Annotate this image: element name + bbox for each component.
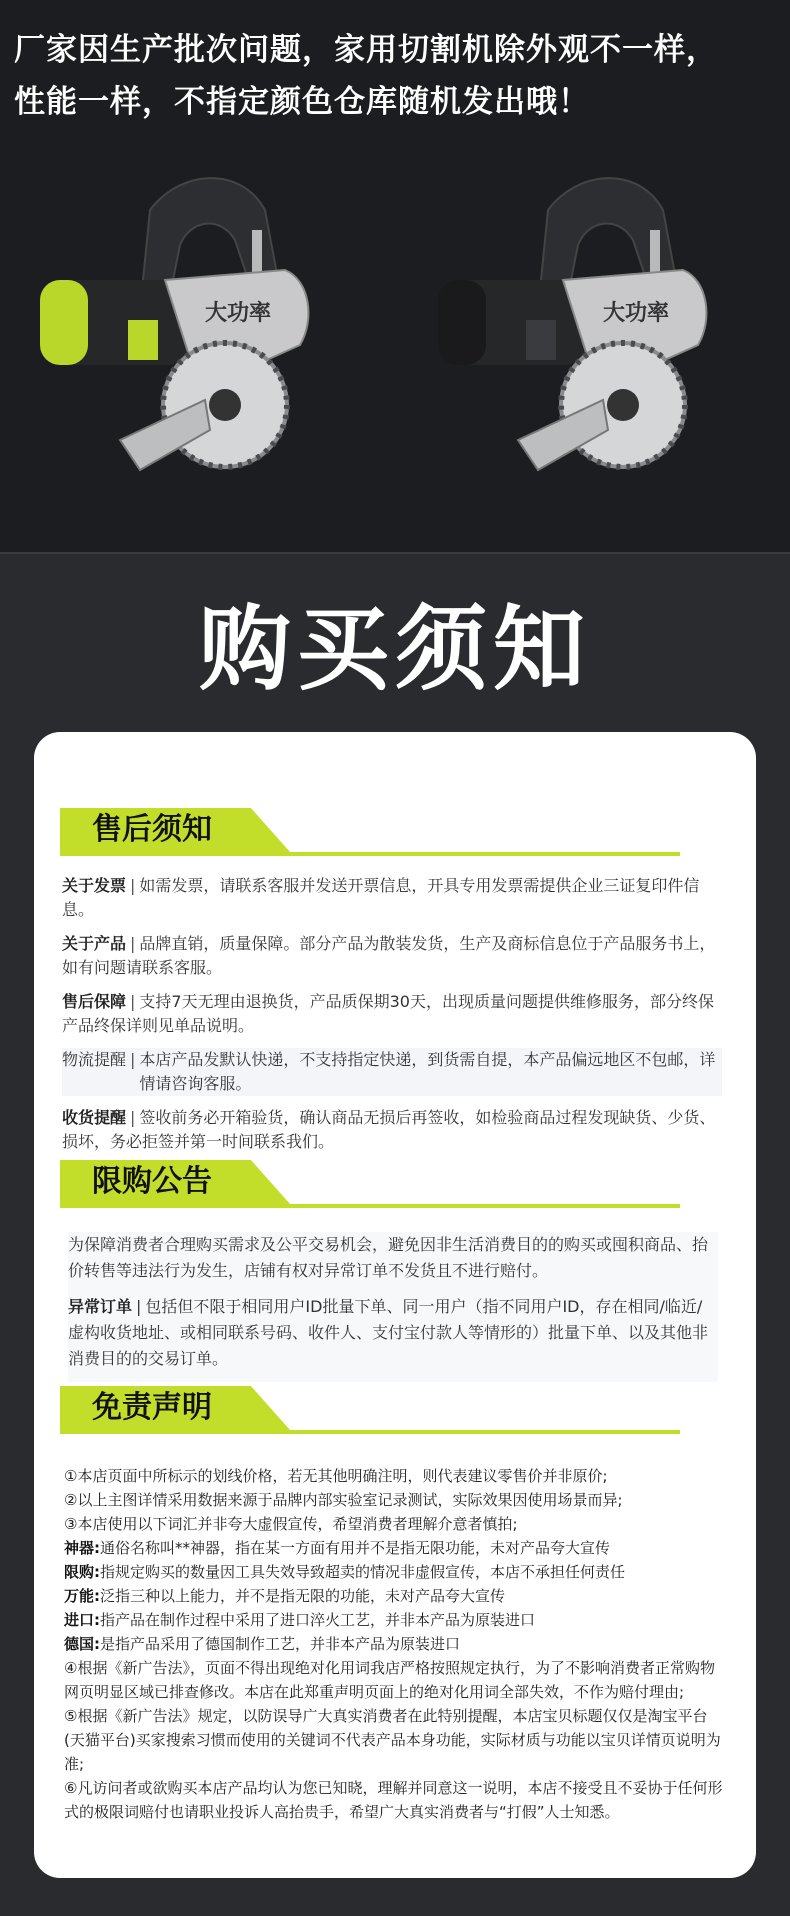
row-label: 收货提醒 <box>62 1108 127 1127</box>
row-text: 品牌直销，质量保障。部分产品为散装发货，生产及商标信息位于产品服务书上，如有问题请联系客服。 <box>62 934 716 977</box>
section-underline <box>60 852 680 856</box>
brand-mark-left: 大功率 <box>205 301 272 326</box>
row-text: 本店产品发默认快递，不支持指定快递，到货需自提，本产品偏远地区不包邮，详情请咨询客服。 <box>139 1050 716 1093</box>
after-sales-title: 售后须知 <box>92 812 212 847</box>
disclaimer-item: 德国:是指产品采用了德国制作工艺，并非本产品为原装进口 <box>64 1635 461 1653</box>
list-item: 关于产品 | 品牌直销，质量保障。部分产品为散装发货，生产及商标信息位于产品服务书上，如有问题请联系客服。 <box>62 934 716 977</box>
notice-line-2: 性能一样，不指定颜色仓库随机发出哦！ <box>14 84 590 120</box>
color-notice <box>14 24 784 128</box>
disclaimer-title: 免责声明 <box>92 1390 212 1425</box>
list-item: 关于发票 | 如需发票，请联系客服并发送开票信息，开具专用发票需提供企业三证复印件信息。 <box>62 876 700 919</box>
cutting-machine-black-image <box>428 170 758 510</box>
row-label: 物流提醒 <box>62 1050 127 1069</box>
row-text: 如需发票，请联系客服并发送开票信息，开具专用发票需提供企业三证复印件信息。 <box>62 876 700 919</box>
list-item: 收货提醒 | 签收前务必开箱验货，确认商品无损后再签收，如检验商品过程发现缺货、少货、损坏，务必拒签并第一时间联系我们。 <box>62 1108 716 1151</box>
disclaimer-item: ⑥凡访问者或欲购买本店产品均认为您已知晓，理解并同意这一说明，本店不接受且不妥协于任何形式的极限词赔付也请职业投诉人高抬贵手，希望广大真实消费者与“打假”人士知悉。 <box>64 1779 723 1821</box>
row-label: 关于产品 <box>62 934 127 953</box>
after-sales-header <box>60 808 680 858</box>
list-item: 售后保障 | 支持7天无理由退换货，产品质保期30天，出现质量问题提供维修服务，部分终保产品终保详则见单品说明。 <box>62 992 714 1035</box>
limit-title: 限购公告 <box>92 1164 212 1199</box>
disclaimer-item: ③本店使用以下词汇并非夸大虚假宣传，希望消费者理解介意者慎拍; <box>64 1515 518 1533</box>
limit-header <box>60 1160 680 1210</box>
row-label: 售后保障 <box>62 992 127 1011</box>
page-title: 购买须知 <box>198 596 591 703</box>
disclaimer-item: ④根据《新广告法》，页面不得出现绝对化用词我店严格按照规定执行，为了不影响消费者正常购物网页明显区域已排查修改。本店在此郑重声明页面上的绝对化用词全部失效，不作为赔付理由; <box>64 1659 715 1701</box>
limit-content <box>68 1232 718 1382</box>
cutting-machine-green-image <box>30 170 360 510</box>
disclaimer-item: 进口:指产品在制作过程中采用了进口淬火工艺，并非本产品为原装进口 <box>64 1611 536 1629</box>
section-underline <box>60 1204 680 1208</box>
product-banner <box>0 0 790 554</box>
disclaimer-item: ①本店页面中所标示的划线价格，若无其他明确注明，则代表建议零售价并非原价; <box>64 1467 608 1485</box>
disclaimer-item: ②以上主图详情采用数据来源于品牌内部实验室记录测试，实际效果因使用场景而异; <box>64 1491 623 1509</box>
section-underline <box>60 1430 680 1434</box>
disclaimer-item: 限购:指规定购买的数量因工具失效导致超卖的情况非虚假宣传，本店不承担任何责任 <box>64 1563 626 1581</box>
abnormal-label: 异常订单 <box>68 1297 133 1316</box>
list-item: 物流提醒 | 本店产品发默认快递，不支持指定快递，到货需自提，本产品偏远地区不包邮，详情请咨询客服。 <box>62 1048 722 1096</box>
disclaimer-header <box>60 1386 680 1436</box>
notice-card <box>34 732 756 1878</box>
row-text: 签收前务必开箱验货，确认商品无损后再签收，如检验商品过程发现缺货、少货、损坏，务必拒签并第一时间联系我们。 <box>62 1108 716 1151</box>
abnormal-text: 包括但不限于相同用户ID批量下单、同一用户（指不同用户ID，存在相同/临近/虚构收货地址、或相同联系号码、收件人、支付宝付款人等情形的）批量下单、以及其他非消费目的的交易订单。 <box>68 1297 709 1368</box>
disclaimer-item: ⑤根据《新广告法》规定，以防误导广大真实消费者在此特别提醒，本店宝贝标题仅仅是淘宝平台(天猫平台)买家搜索习惯而使用的关键词不代表产品本身功能，实际材质与功能以宝贝详情页说明为准; <box>64 1707 721 1773</box>
notice-line-1: 厂家因生产批次问题，家用切割机除外观不一样， <box>14 32 718 68</box>
disclaimer-list <box>64 1464 724 1824</box>
limit-intro: 为保障消费者合理购买需求及公平交易机会，避免因非生活消费目的的购买或囤积商品、抬价转售等违法行为发生，店铺有权对异常订单不发货且不进行赔付。 <box>68 1235 709 1280</box>
disclaimer-item: 神器:通俗名称叫**神器，指在某一方面有用并不是指无限功能，未对产品夸大宣传 <box>64 1539 611 1557</box>
after-sales-list <box>62 874 722 1164</box>
brand-mark-right: 大功率 <box>603 301 670 326</box>
abnormal-order: 异常订单 | 包括但不限于相同用户ID批量下单、同一用户（指不同用户ID，存在相同/临近/虚构收货地址、或相同联系号码、收件人、支付宝付款人等情形的）批量下单、以及其他非消费目的的交易订单。 <box>68 1297 709 1368</box>
row-text: 支持7天无理由退换货，产品质保期30天，出现质量问题提供维修服务，部分终保产品终保详则见单品说明。 <box>62 992 714 1035</box>
row-label: 关于发票 <box>62 876 127 895</box>
disclaimer-item: 万能:泛指三种以上能力，并不是指无限的功能，未对产品夸大宣传 <box>64 1587 506 1605</box>
